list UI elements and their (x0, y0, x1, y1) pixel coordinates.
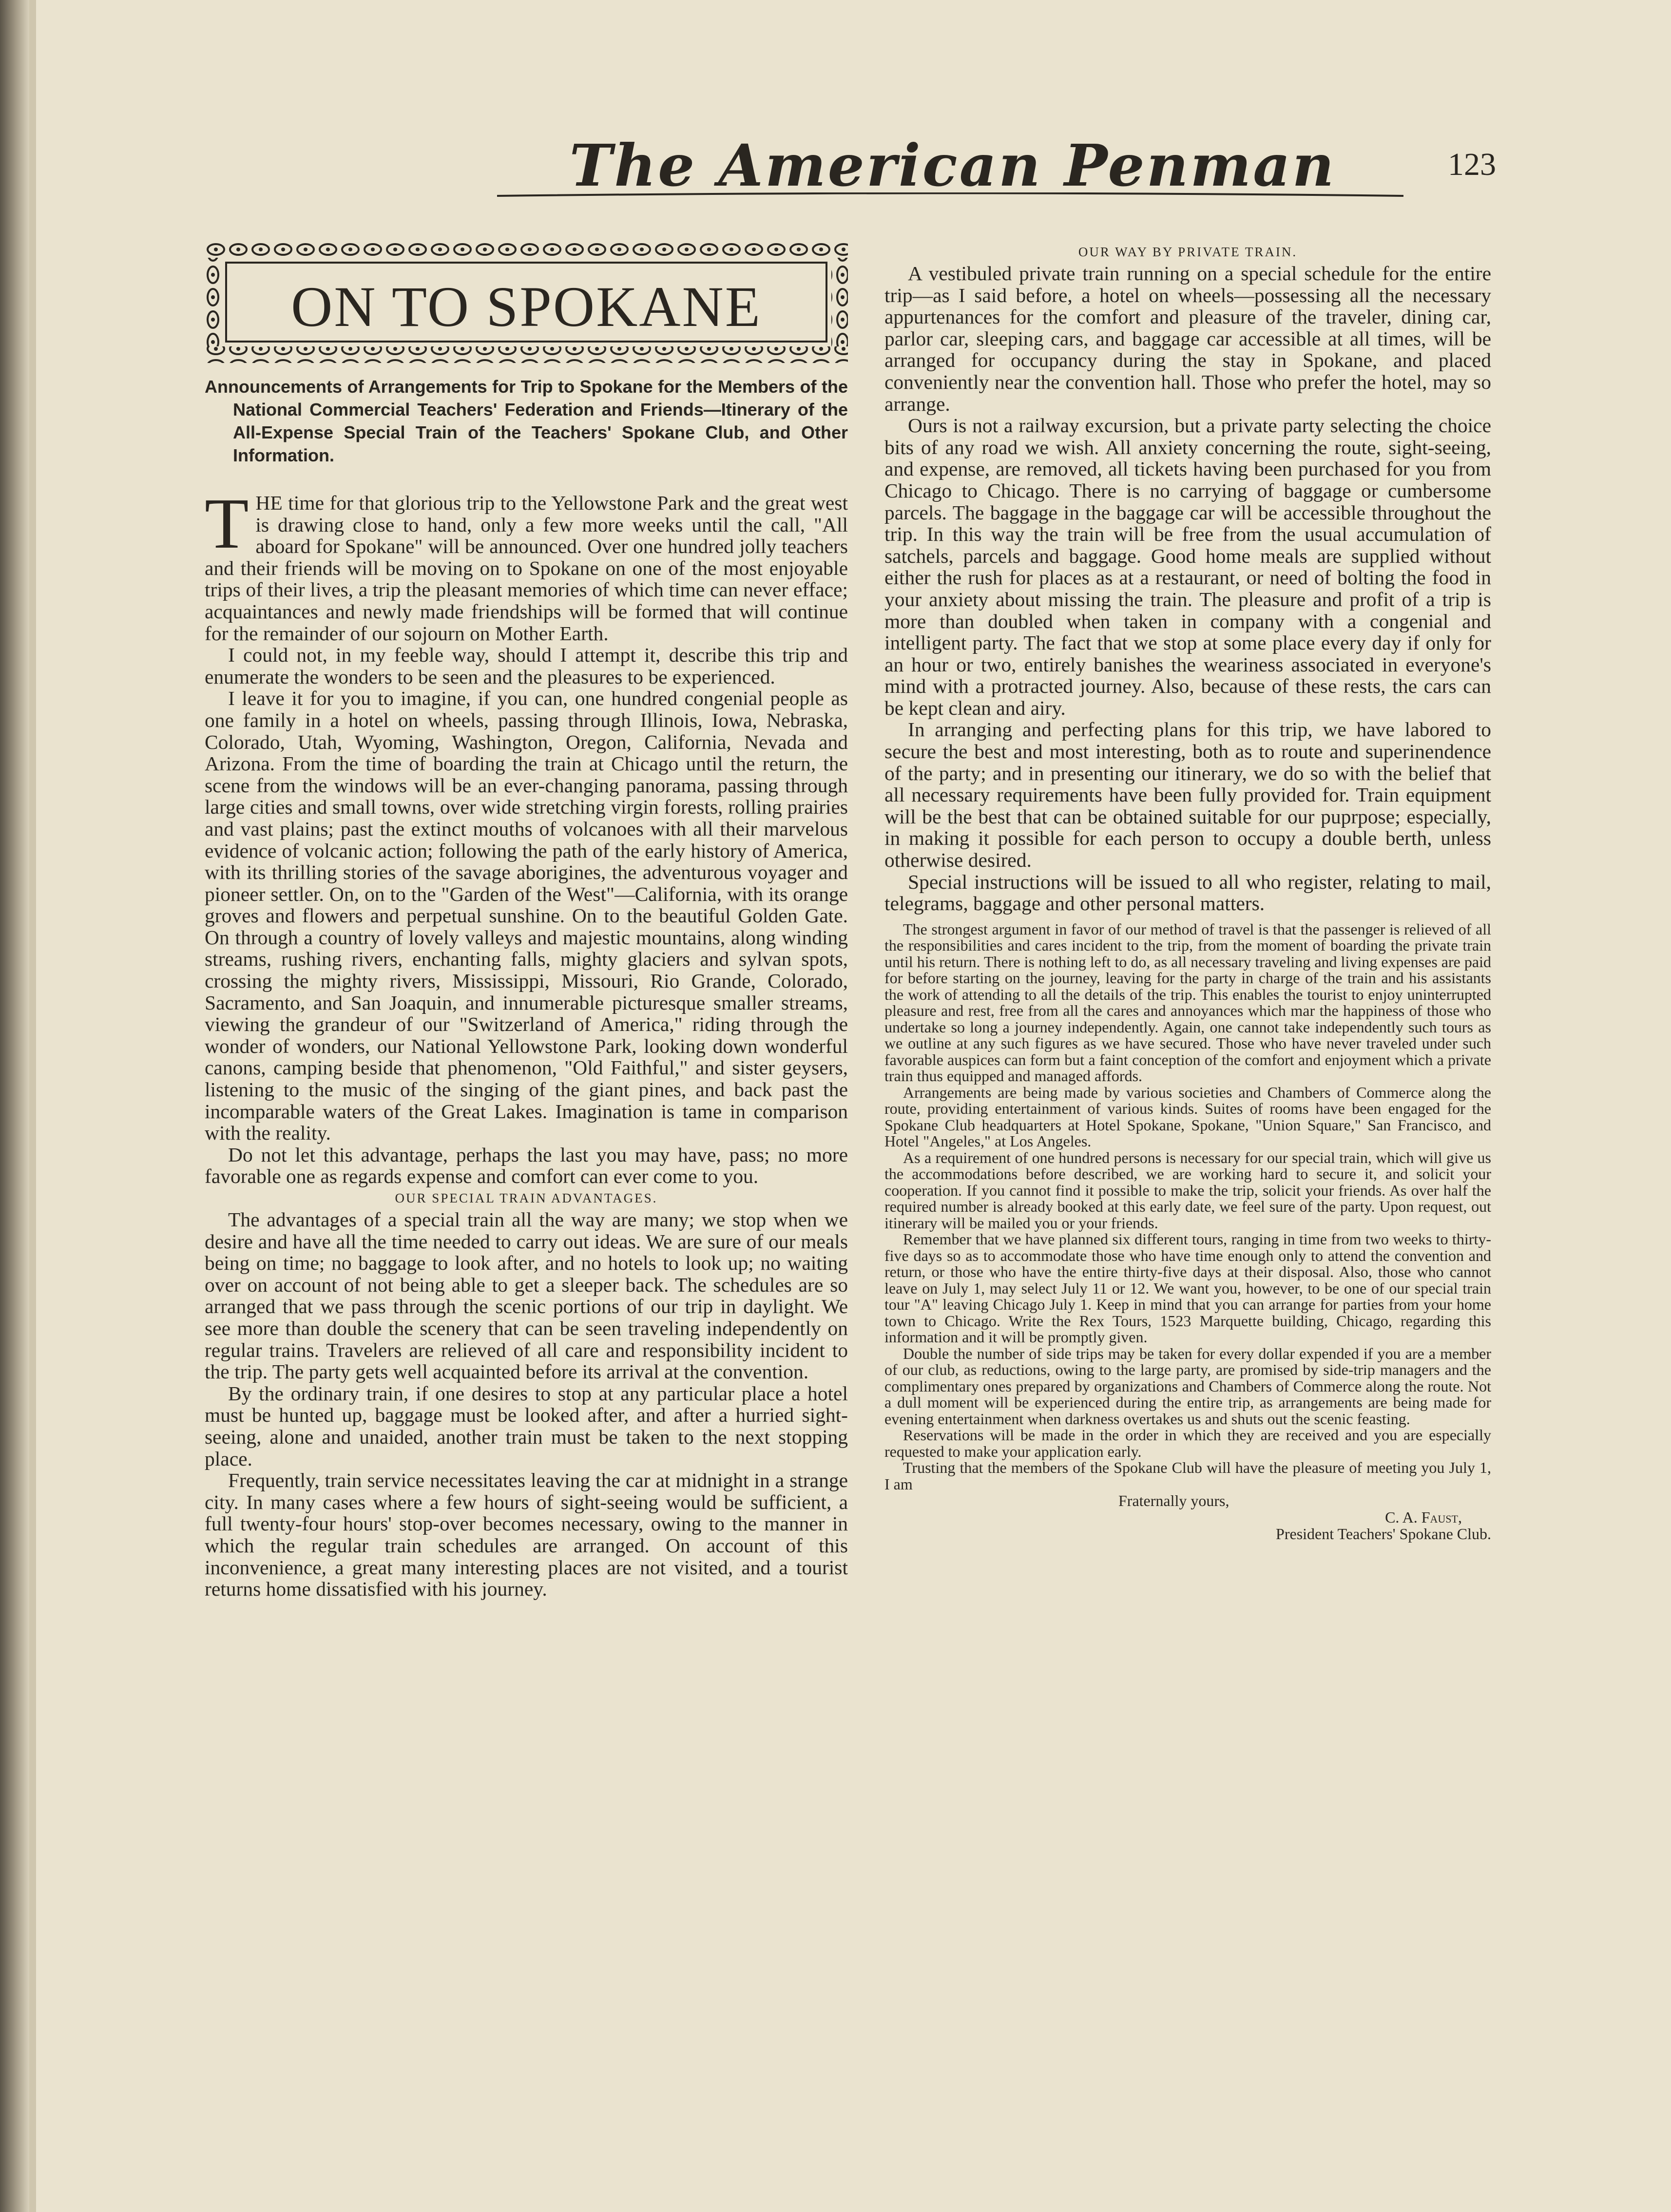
article-paragraph: Frequently, train service necessitates leaving the car at midnight in a strange city. In many cases where a few hours of sight-seeing would be sufficient, a full twenty-four hours' stop-over becomes necessary, owing to the manner in which the regular train schedules are arranged. On account of this inconvenience, a great many interesting places are not visited, and a tourist returns home dissatisfied with his journey. (205, 1469, 848, 1601)
left-column (205, 484, 848, 1601)
article-paragraph: Special instructions will be issued to all who register, relating to mail, telegrams, baggage and other personal matters. (884, 870, 1491, 915)
page-number: 123 (1448, 147, 1496, 182)
title-box (205, 241, 848, 363)
small-paragraph: Reservations will be made in the order in which they are received and you are especially requested to make your application early. (884, 1426, 1491, 1460)
small-paragraph: As a requirement of one hundred persons is necessary for our special train, which will give us the accommodations before described, we are working hard to secure it, and solicit your cooperation. If you cannot find it possible to make the trip, solicit your friends. As over half the required number is already booked at this early date, we feel sure of the party. Upon request, out itinerary will be mailed you or your friends. (884, 1148, 1491, 1232)
closing: Fraternally yours, (1118, 1492, 1229, 1510)
right-column (884, 241, 1491, 1542)
small-paragraph: The strongest argument in favor of our method of travel is that the passenger is relieved of all the responsibilities and cares incident to the trip, from the moment of boarding the private train until his return. There is nothing left to do, as all necessary traveling and living expenses are paid for before starting on the journey, leaving for the party in charge of the train and his assistants the work of attending to all the details of the trip. This enables the tourist to enjoy uninterrupted pleasure and rest, free from all the cares and annoyances which mar the happiness of those who undertake so long a journey independently. Again, one cannot take independently such tours as we outline at any such figures as we have secured. Those who have never traveled under such favorable auspices can form but a faint conception of the comfort and enjoyment which a private train thus equipped and managed affords. (884, 920, 1491, 1085)
book-gutter (0, 0, 29, 2212)
article-title: ON TO SPOKANE (291, 275, 762, 339)
small-paragraph: Arrangements are being made by various societies and Chambers of Commerce along the route, providing entertainment of various kinds. Suites of rooms have been engaged for the Spokane Club headquarters at Hotel Spokane, Spokane, "Union Square," San Francisco, and Hotel "Angeles," at Los Angeles. (884, 1083, 1491, 1150)
masthead-title: The American Penman (569, 132, 1336, 199)
small-paragraph: Trusting that the members of the Spokane Club will have the pleasure of meeting you July 1, I am (884, 1459, 1491, 1493)
small-paragraph: Remember that we have planned six different tours, ranging in time from two weeks to thirty-five days so as to accommodate those who have time enough only to attend the convention and return, or those who have the entire thirty-five days at their disposal. Also, those who cannot leave on July 1, may select July 11 or 12. We want you, however, to be one of our special train tour "A" leaving Chicago July 1. Keep in mind that you can arrange for parties from your home town to Chicago. Write the Rex Tours, 1523 Marquette building, Chicago, regarding this information and it will be promptly given. (884, 1230, 1491, 1346)
article-deck: Announcements of Arrangements for Trip to Spokane for the Members of the National Commercial Teachers' Federation and Friends—Itinerary of the All-Expense Special Train of the Teachers' Spokane Club, and Other Information. (205, 377, 848, 465)
article-paragraph: The advantages of a special train all the way are many; we stop when we desire and have all the time needed to carry out ideas. We are sure of our meals being on time; no baggage to look after, and no hotels to look up; no waiting over on account of not being able to get a sleeper back. The schedules are so arranged that we pass through the scenic portions of our trip in daylight. We see more than double the scenery that can be seen traveling independently on regular trains. Travelers are relieved of all care and responsibility incident to the trip. The party gets well acquainted before its arrival at the convention. (205, 1208, 848, 1383)
article-paragraph: I leave it for you to imagine, if you can, one hundred congenial people as one family in a hotel on wheels, passing through Illinois, Iowa, Nebraska, Colorado, Utah, Wyoming, Washington, Oregon, California, Nevada and Arizona. From the time of boarding the train at Chicago until the return, the scene from the windows will be an ever-changing panorama, passing through large cities and small towns, over wide stretching virgin forests, rolling prairies and vast plains; past the extinct mouths of volcanoes with all their marvelous evidence of volcanic action; following the path of the early history of America, with its thrilling stories of the savage aborigines, the adventurous voyager and pioneer settler. On, on to the "Garden of the West"—California, with its orange groves and flowers and perpetual sunshine. On to the beautiful Golden Gate. On through a country of lovely valleys and majestic mountains, along winding streams, rushing rivers, enchanting falls, mighty glaciers and sylvan spots, crossing the mighty rivers, Mississippi, Missouri, Rio Grande, Colorado, Sacramento, and San Joaquin, and innumerable picturesque smaller streams, viewing the grandeur of our "Switzerland of America," riding through the wonder of wonders, our National Yellowstone Park, looking down wonderful canons, camping beside that phenomenon, "Old Faithful," and sister geysers, listening to the music of the singing of the giant pines, and back past the incomparable waters of the Great Lakes. Imagination is tame in comparison with the reality. (205, 687, 848, 1144)
article-paragraph: I could not, in my feeble way, should I attempt it, describe this trip and enumerate the wonders to be seen and the pleasures to be experienced. (205, 644, 848, 688)
article-paragraph: Do not let this advantage, perhaps the last you may have, pass; no more favorable one as regards expense and comfort can ever come to you. (205, 1143, 848, 1188)
signer-name: C. A. Faust, (1385, 1508, 1462, 1526)
article-paragraph: THE time for that glorious trip to the Yellowstone Park and the great west is drawing close to hand, only a few more weeks until the call, "All aboard for Spokane" will be announced. Over one hundred jolly teachers and their friends will be moving on to Spokane on one of the most enjoyable trips of their lives, a trip the pleasant memories of which time can never efface; acquaintances and newly made friendships will be formed that will continue for the remainder of our sojourn on Mother Earth. (205, 484, 848, 645)
section-heading: OUR WAY BY PRIVATE TRAIN. (1078, 245, 1298, 259)
article-paragraph: In arranging and perfecting plans for this trip, we have labored to secure the best and most interesting, both as to route and superinendence of the party; and in presenting our itinerary, we do so with the belief that all necessary requirements have been fully provided for. Train equipment will be the best that can be obtained suitable for our puprpose; especially, in making it possible for each person to occupy a double berth, unless otherwise desired. (884, 718, 1491, 872)
small-paragraph: Double the number of side trips may be taken for every dollar expended if you are a member of our club, as reductions, owing to the large party, are promised by side-trip managers and the complimentary ones prepared by organizations and Chambers of Commerce along the route. Not a dull moment will be experienced during the entire trip, as arrangements are being made for evening entertainment when darkness overtakes us and shuts out the scenic feasting. (884, 1344, 1491, 1428)
drop-cap: T (205, 484, 249, 564)
masthead-flourish (487, 192, 1413, 199)
signer-title: President Teachers' Spokane Club. (1276, 1525, 1491, 1543)
article-paragraph: A vestibuled private train running on a special schedule for the entire trip—as I said before, a hotel on wheels—possessing all the necessary appurtenances for the comfort and pleasure of the traveler, dining car, parlor car, sleeping cars, and baggage car accessible at all times, will be arranged for occupancy during the stay in Spokane, and placed conveniently near the convention hall. Those who prefer the hotel, may so arrange. (884, 262, 1491, 415)
article-paragraph: Ours is not a railway excursion, but a private party selecting the choice bits of any road we wish. All anxiety concerning the route, sight-seeing, and expense, are removed, all tickets having been purchased for you from Chicago to Chicago. There is no carrying of baggage or cumbersome parcels. The baggage in the baggage car will be accessible throughout the trip. In this way the train will be free from the usual accumulation of satchels, parcels and baggage. Good home meals are supplied without either the rush for places as at a restaurant, or need of bolting the food in your anxiety about missing the train. The pleasure and profit of a trip is more than doubled when taken in company with a congenial and intelligent party. The fact that we stop at some place every day if only for an hour or two, entirely banishes the weariness associated in everyone's mind with a protracted journey. Also, because of these rests, the cars can be kept clean and airy. (884, 414, 1491, 719)
article-paragraph: By the ordinary train, if one desires to stop at any particular place a hotel must be hunted up, baggage must be looked after, and after a hurried sight-seeing, alone and unaided, another train must be taken to the next stopping place. (205, 1382, 848, 1470)
section-heading: OUR SPECIAL TRAIN ADVANTAGES. (395, 1191, 658, 1205)
page-edge (29, 0, 36, 2212)
